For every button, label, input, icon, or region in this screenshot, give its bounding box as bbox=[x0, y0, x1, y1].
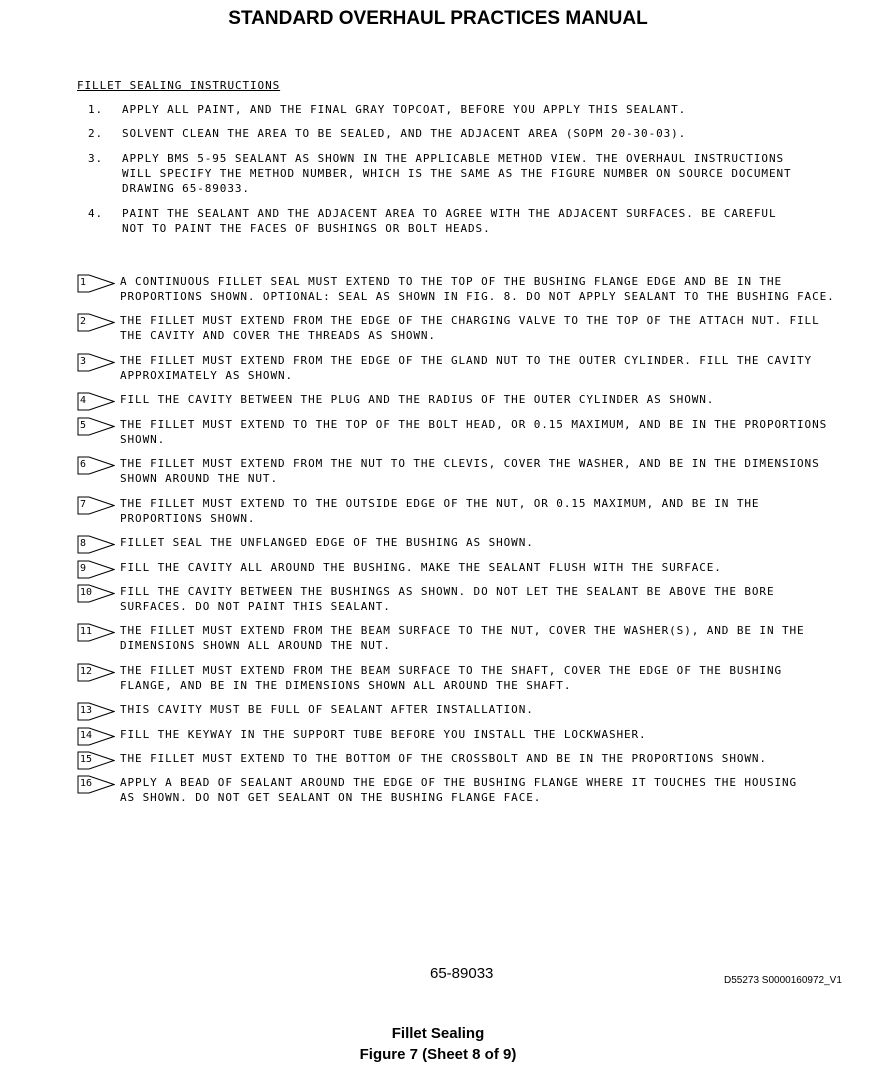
flag-number: 6 bbox=[80, 459, 87, 470]
flag-number: 11 bbox=[80, 626, 93, 637]
flag-text: FILL THE KEYWAY IN THE SUPPORT TUBE BEFORE YOU INSTALL THE LOCKWASHER. bbox=[120, 728, 647, 741]
step-number: 3. bbox=[88, 152, 104, 165]
flag-text: THE FILLET MUST EXTEND TO THE OUTSIDE EDGE OF THE NUT, OR 0.15 MAXIMUM, AND BE IN THE PROPORTIONS SHOWN. bbox=[120, 497, 760, 525]
step-text: SOLVENT CLEAN THE AREA TO BE SEALED, AND THE ADJACENT AREA (SOPM 20-30-03). bbox=[122, 127, 687, 140]
flag-number: 2 bbox=[80, 316, 87, 327]
flag-number: 13 bbox=[80, 705, 93, 716]
instruction-step bbox=[88, 102, 848, 117]
flag-text: THE FILLET MUST EXTEND FROM THE EDGE OF THE CHARGING VALVE TO THE TOP OF THE ATTACH NUT. FILL THE CAVITY AND COVER THE THREADS AS SHOWN. bbox=[120, 314, 820, 342]
flag-text: FILL THE CAVITY ALL AROUND THE BUSHING. MAKE THE SEALANT FLUSH WITH THE SURFACE. bbox=[120, 561, 722, 574]
flag-number: 7 bbox=[80, 499, 87, 510]
figure-sheet: Figure 7 (Sheet 8 of 9) bbox=[359, 1046, 517, 1063]
flag-number: 10 bbox=[80, 587, 93, 598]
flag-text: THE FILLET MUST EXTEND TO THE TOP OF THE BOLT HEAD, OR 0.15 MAXIMUM, AND BE IN THE PROPORTIONS SHOWN. bbox=[120, 418, 828, 446]
instruction-step bbox=[88, 151, 848, 196]
flag-number: 8 bbox=[80, 538, 87, 549]
document-number: 65-89033 bbox=[430, 965, 494, 982]
step-number: 4. bbox=[88, 207, 104, 220]
flag-text: THE FILLET MUST EXTEND FROM THE NUT TO THE CLEVIS, COVER THE WASHER, AND BE IN THE DIMENSIONS SHOWN AROUND THE NUT. bbox=[120, 457, 820, 485]
flag-text: THIS CAVITY MUST BE FULL OF SEALANT AFTER INSTALLATION. bbox=[120, 703, 534, 716]
page-header-title: STANDARD OVERHAUL PRACTICES MANUAL bbox=[228, 8, 648, 29]
flag-number: 15 bbox=[80, 754, 93, 765]
instruction-step bbox=[88, 126, 848, 141]
flag-text: THE FILLET MUST EXTEND FROM THE BEAM SURFACE TO THE NUT, COVER THE WASHER(S), AND BE IN THE DIMENSIONS SHOWN ALL AROUND THE NUT. bbox=[120, 624, 805, 652]
flag-number: 3 bbox=[80, 356, 87, 367]
step-text: APPLY ALL PAINT, AND THE FINAL GRAY TOPCOAT, BEFORE YOU APPLY THIS SEALANT. bbox=[122, 103, 687, 116]
flag-text: FILL THE CAVITY BETWEEN THE PLUG AND THE RADIUS OF THE OUTER CYLINDER AS SHOWN. bbox=[120, 393, 715, 406]
step-text: APPLY BMS 5-95 SEALANT AS SHOWN IN THE APPLICABLE METHOD VIEW. THE OVERHAUL INSTRUCTIONS WILL SPECIFY THE METHOD NUMBER, WHICH IS THE SAME AS THE FIGURE NUMBER ON SOURCE DOCUMENT DRAWING 65-89033. bbox=[122, 152, 792, 195]
flag-number: 5 bbox=[80, 420, 87, 431]
figure-title: Fillet Sealing bbox=[391, 1025, 485, 1042]
step-number: 1. bbox=[88, 103, 104, 116]
flag-text: THE FILLET MUST EXTEND TO THE BOTTOM OF THE CROSSBOLT AND BE IN THE PROPORTIONS SHOWN. bbox=[120, 752, 767, 765]
flag-text: FILL THE CAVITY BETWEEN THE BUSHINGS AS SHOWN. DO NOT LET THE SEALANT BE ABOVE THE BORE SURFACES. DO NOT PAINT THIS SEALANT. bbox=[120, 585, 775, 613]
flag-text: THE FILLET MUST EXTEND FROM THE EDGE OF THE GLAND NUT TO THE OUTER CYLINDER. FILL THE CAVITY APPROXIMATELY AS SHOWN. bbox=[120, 354, 813, 382]
flag-text: THE FILLET MUST EXTEND FROM THE BEAM SURFACE TO THE SHAFT, COVER THE EDGE OF THE BUSHING FLANGE, AND BE IN THE DIMENSIONS SHOWN ALL AROUND THE SHAFT. bbox=[120, 664, 782, 692]
step-text: PAINT THE SEALANT AND THE ADJACENT AREA TO AGREE WITH THE ADJACENT SURFACES. BE CAREFUL NOT TO PAINT THE FACES OF BUSHINGS OR BOLT HEADS. bbox=[122, 207, 777, 235]
flag-number: 9 bbox=[80, 563, 87, 574]
flag-text: FILLET SEAL THE UNFLANGED EDGE OF THE BUSHING AS SHOWN. bbox=[120, 536, 534, 549]
flag-text: A CONTINUOUS FILLET SEAL MUST EXTEND TO THE TOP OF THE BUSHING FLANGE EDGE AND BE IN THE PROPORTIONS SHOWN. OPTIONAL: SEAL AS SHOWN IN FIG. 8. DO NOT APPLY SEALANT TO THE BUSHING FACE. bbox=[120, 275, 835, 303]
step-number: 2. bbox=[88, 127, 104, 140]
flag-text: APPLY A BEAD OF SEALANT AROUND THE EDGE OF THE BUSHING FLANGE WHERE IT TOUCHES THE HOUSING AS SHOWN. DO NOT GET SEALANT ON THE BUSHING FLANGE FACE. bbox=[120, 776, 798, 804]
drawing-id: D55273 S0000160972_V1 bbox=[724, 975, 842, 986]
flag-number: 16 bbox=[80, 778, 93, 789]
flag-number: 4 bbox=[80, 395, 87, 406]
instruction-step bbox=[88, 206, 848, 236]
flag-number: 12 bbox=[80, 666, 93, 677]
flag-number: 1 bbox=[80, 277, 87, 288]
section-title: FILLET SEALING INSTRUCTIONS bbox=[77, 79, 281, 92]
flag-number: 14 bbox=[80, 730, 93, 741]
